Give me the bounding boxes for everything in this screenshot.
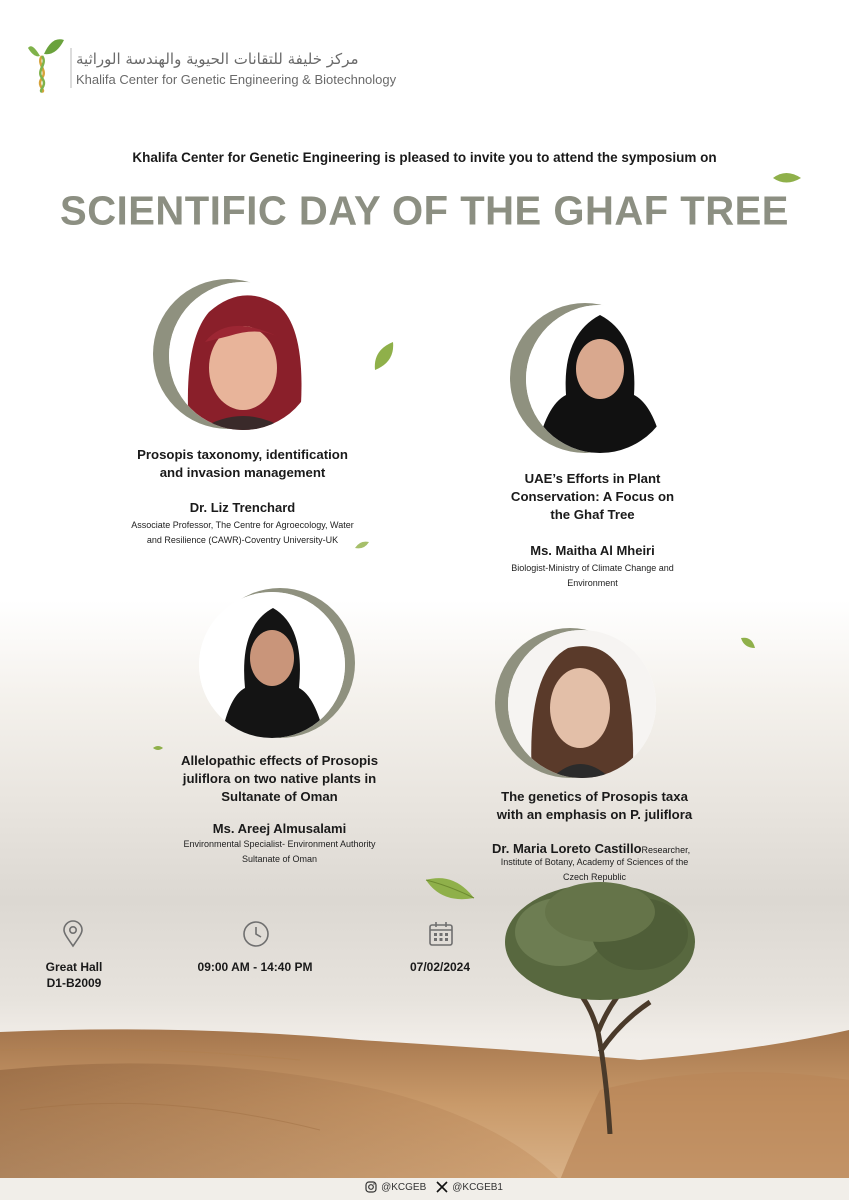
leaf-icon — [772, 171, 802, 185]
x-handle[interactable]: @KCGEB1 — [452, 1181, 503, 1193]
location-pin-icon — [62, 920, 84, 948]
invitation-text: Khalifa Center for Genetic Engineering is pleased to invite you to attend the symposium on — [132, 150, 717, 165]
affiliation-line: Czech Republic — [562, 872, 627, 882]
calendar-icon — [428, 921, 454, 947]
page-title: SCIENTIFIC DAY OF THE GHAF TREE — [60, 188, 789, 234]
speaker-name: Dr. Liz Trenchard — [189, 500, 296, 515]
logo-english-text: Khalifa Center for Genetic Engineering & Biotechnology — [76, 72, 397, 87]
affiliation-line: Biologist-Ministry of Climate Change and — [511, 563, 674, 573]
avatar — [169, 282, 317, 430]
speaker-affiliation — [100, 518, 385, 548]
leaf-icon — [740, 636, 756, 650]
social-handles — [365, 1181, 503, 1193]
talk-title-line: UAE’s Efforts in Plant — [524, 471, 661, 486]
talk-title-line: and invasion management — [159, 465, 326, 480]
x-icon[interactable] — [436, 1181, 448, 1193]
location-text — [24, 959, 124, 991]
desert-dunes — [0, 1020, 849, 1180]
instagram-icon[interactable] — [365, 1181, 377, 1193]
location-line: D1-B2009 — [46, 976, 102, 990]
time-text: 09:00 AM - 14:40 PM — [197, 960, 313, 974]
talk-title — [100, 446, 385, 482]
talk-title — [452, 788, 737, 824]
affiliation-line: and Resilience (CAWR)-Coventry University-UK — [146, 535, 339, 545]
footer-bar — [0, 1178, 849, 1200]
affiliation-line: Institute of Botany, Academy of Sciences of the — [500, 857, 689, 867]
talk-title-line: Sultanate of Oman — [221, 789, 338, 804]
affiliation-line: Sultanate of Oman — [241, 854, 318, 864]
affiliation-line: Environment — [567, 578, 618, 588]
talk-title-line: Allelopathic effects of Prosopis — [180, 753, 379, 768]
affiliation-line: Environmental Specialist- Environment Authority — [183, 839, 376, 849]
talk-title-line: Prosopis taxonomy, identification — [137, 447, 348, 462]
speaker-photo — [508, 630, 656, 778]
speaker-affiliation — [137, 837, 422, 867]
talk-title — [137, 752, 422, 806]
talk-title-line: The genetics of Prosopis taxa — [501, 789, 688, 804]
logo-arabic-text: مركز خليفة للتقانات الحيوية والهندسة الوراثية — [76, 50, 359, 68]
talk-title — [450, 470, 735, 524]
instagram-handle[interactable]: @KCGEB — [381, 1181, 427, 1193]
talk-title-line: with an emphasis on P. juliflora — [496, 807, 693, 822]
avatar — [526, 305, 674, 453]
speaker-name-suffix: Researcher, — [641, 845, 691, 855]
date-text: 07/02/2024 — [409, 960, 471, 974]
talk-title-line: the Ghaf Tree — [550, 507, 635, 522]
speaker-photo — [199, 592, 345, 738]
avatar — [508, 630, 656, 778]
speaker-name: Ms. Maitha Al Mheiri — [530, 543, 655, 558]
ghaf-tree-icon — [500, 872, 700, 1134]
speaker-affiliation — [450, 561, 735, 591]
location-line: Great Hall — [45, 960, 103, 974]
leaf-icon — [152, 744, 164, 752]
speaker-name: Ms. Areej Almusalami — [212, 821, 347, 836]
talk-title-line: juliflora on two native plants in — [182, 771, 377, 786]
talk-title-line: Conservation: A Focus on — [510, 489, 675, 504]
leaf-icon — [373, 340, 395, 372]
speaker-photo — [169, 282, 317, 430]
speaker-name: Dr. Maria Loreto Castillo — [492, 841, 642, 856]
affiliation-line: Associate Professor, The Centre for Agroecology, Water — [131, 520, 354, 530]
speaker-photo — [526, 305, 674, 453]
clock-icon — [242, 920, 270, 948]
avatar — [199, 592, 345, 738]
